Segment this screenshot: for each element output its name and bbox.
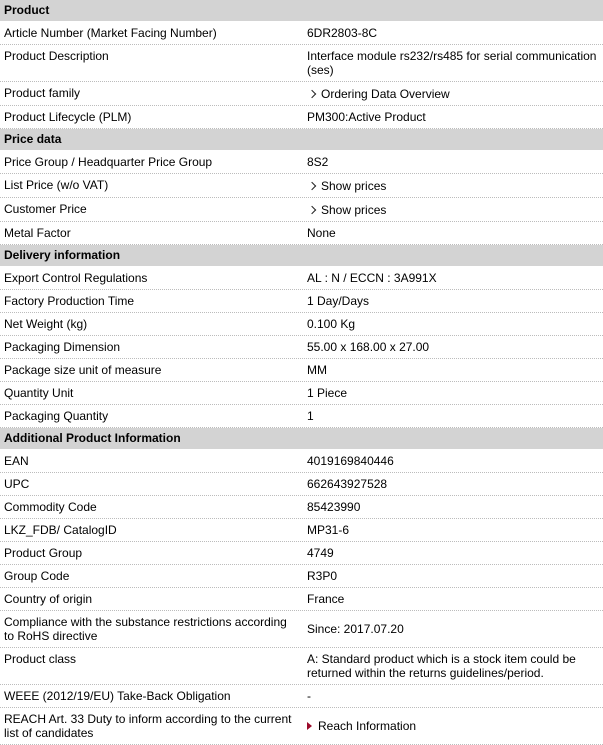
list-price-show-prices-link[interactable] <box>307 179 386 193</box>
link-label: Ordering Data Overview <box>321 87 450 101</box>
table-row <box>0 267 603 290</box>
table-row <box>0 685 603 708</box>
section-header-product: Product <box>0 0 603 22</box>
product-description-value: Interface module rs232/rs485 for serial communication (ses) <box>307 49 597 77</box>
row-label: Factory Production Time <box>4 294 135 308</box>
table-row <box>0 473 603 496</box>
link-label: Reach Information <box>318 719 417 733</box>
row-value: Since: 2017.07.20 <box>307 622 404 636</box>
row-label: Export Control Regulations <box>4 271 148 285</box>
row-value <box>300 174 603 197</box>
table-row <box>0 82 603 106</box>
row-value: 1 Day/Days <box>307 294 370 308</box>
table-row <box>0 290 603 313</box>
triangle-right-icon <box>307 722 312 730</box>
row-label: Package size unit of measure <box>4 363 162 377</box>
chevron-right-icon <box>308 182 316 190</box>
row-label: Customer Price <box>4 202 87 216</box>
table-row <box>0 588 603 611</box>
chevron-right-icon <box>308 206 316 214</box>
row-label: Price Group / Headquarter Price Group <box>4 155 213 169</box>
row-value: 85423990 <box>307 500 361 514</box>
row-value <box>300 198 603 221</box>
row-label: Product Description <box>4 49 109 63</box>
row-label: Commodity Code <box>4 500 97 514</box>
table-row <box>0 359 603 382</box>
row-value: 4749 <box>307 546 334 560</box>
table-row <box>0 151 603 174</box>
table-row <box>0 222 603 245</box>
row-value: 1 <box>307 409 314 423</box>
row-value: MM <box>307 363 327 377</box>
price-group-value: 8S2 <box>307 155 329 169</box>
table-row <box>0 450 603 473</box>
row-label: Article Number (Market Facing Number) <box>4 26 217 40</box>
link-label: Show prices <box>321 203 387 217</box>
customer-price-show-prices-link[interactable] <box>307 203 386 217</box>
row-value <box>300 708 603 744</box>
row-value: R3P0 <box>307 569 338 583</box>
metal-factor-value: None <box>307 226 336 240</box>
row-label: REACH Art. 33 Duty to inform according to the current list of candidates <box>4 712 292 740</box>
table-row <box>0 174 603 198</box>
row-value: 4019169840446 <box>307 454 394 468</box>
link-label: Show prices <box>321 179 387 193</box>
row-label: Compliance with the substance restrictions according to RoHS directive <box>4 615 287 643</box>
row-label: List Price (w/o VAT) <box>4 178 109 192</box>
table-row <box>0 496 603 519</box>
row-label: Group Code <box>4 569 70 583</box>
table-row <box>0 198 603 222</box>
row-label: Packaging Dimension <box>4 340 121 354</box>
article-number-value: 6DR2803-8C <box>307 26 378 40</box>
row-value: 1 Piece <box>307 386 348 400</box>
row-label: Product family <box>4 86 81 100</box>
table-row <box>0 382 603 405</box>
row-value <box>300 82 603 105</box>
row-label: Product class <box>4 652 77 666</box>
table-row <box>0 542 603 565</box>
table-row <box>0 648 603 685</box>
ordering-data-overview-link[interactable] <box>307 87 450 101</box>
row-label: Country of origin <box>4 592 93 606</box>
table-row <box>0 565 603 588</box>
row-value: 55.00 x 168.00 x 27.00 <box>307 340 430 354</box>
row-value: France <box>307 592 345 606</box>
chevron-right-icon <box>308 90 316 98</box>
row-label: UPC <box>4 477 30 491</box>
row-value: AL : N / ECCN : 3A991X <box>307 271 437 285</box>
row-label: EAN <box>4 454 29 468</box>
row-label: Quantity Unit <box>4 386 74 400</box>
table-row <box>0 106 603 129</box>
section-header-delivery-information: Delivery information <box>0 245 603 267</box>
row-label: LKZ_FDB/ CatalogID <box>4 523 117 537</box>
row-label: Product Group <box>4 546 83 560</box>
row-label: Product Lifecycle (PLM) <box>4 110 132 124</box>
row-value: 0.100 Kg <box>307 317 356 331</box>
lifecycle-value: PM300:Active Product <box>307 110 426 124</box>
table-row <box>0 611 603 648</box>
row-value: - <box>307 689 311 703</box>
row-value: 662643927528 <box>307 477 388 491</box>
section-header-price-data: Price data <box>0 129 603 151</box>
table-row <box>0 519 603 542</box>
table-row <box>0 45 603 82</box>
row-label: Packaging Quantity <box>4 409 109 423</box>
table-row <box>0 708 603 745</box>
table-row <box>0 405 603 428</box>
row-label: WEEE (2012/19/EU) Take-Back Obligation <box>4 689 231 703</box>
section-header-additional-product-information: Additional Product Information <box>0 428 603 450</box>
row-label: Metal Factor <box>4 226 71 240</box>
table-row <box>0 313 603 336</box>
table-row <box>0 336 603 359</box>
row-label: Net Weight (kg) <box>4 317 88 331</box>
table-row <box>0 22 603 45</box>
reach-information-link[interactable] <box>307 719 416 733</box>
row-value: A: Standard product which is a stock item could be returned within the returns guidelines/period. <box>307 652 576 680</box>
row-value: MP31-6 <box>307 523 350 537</box>
